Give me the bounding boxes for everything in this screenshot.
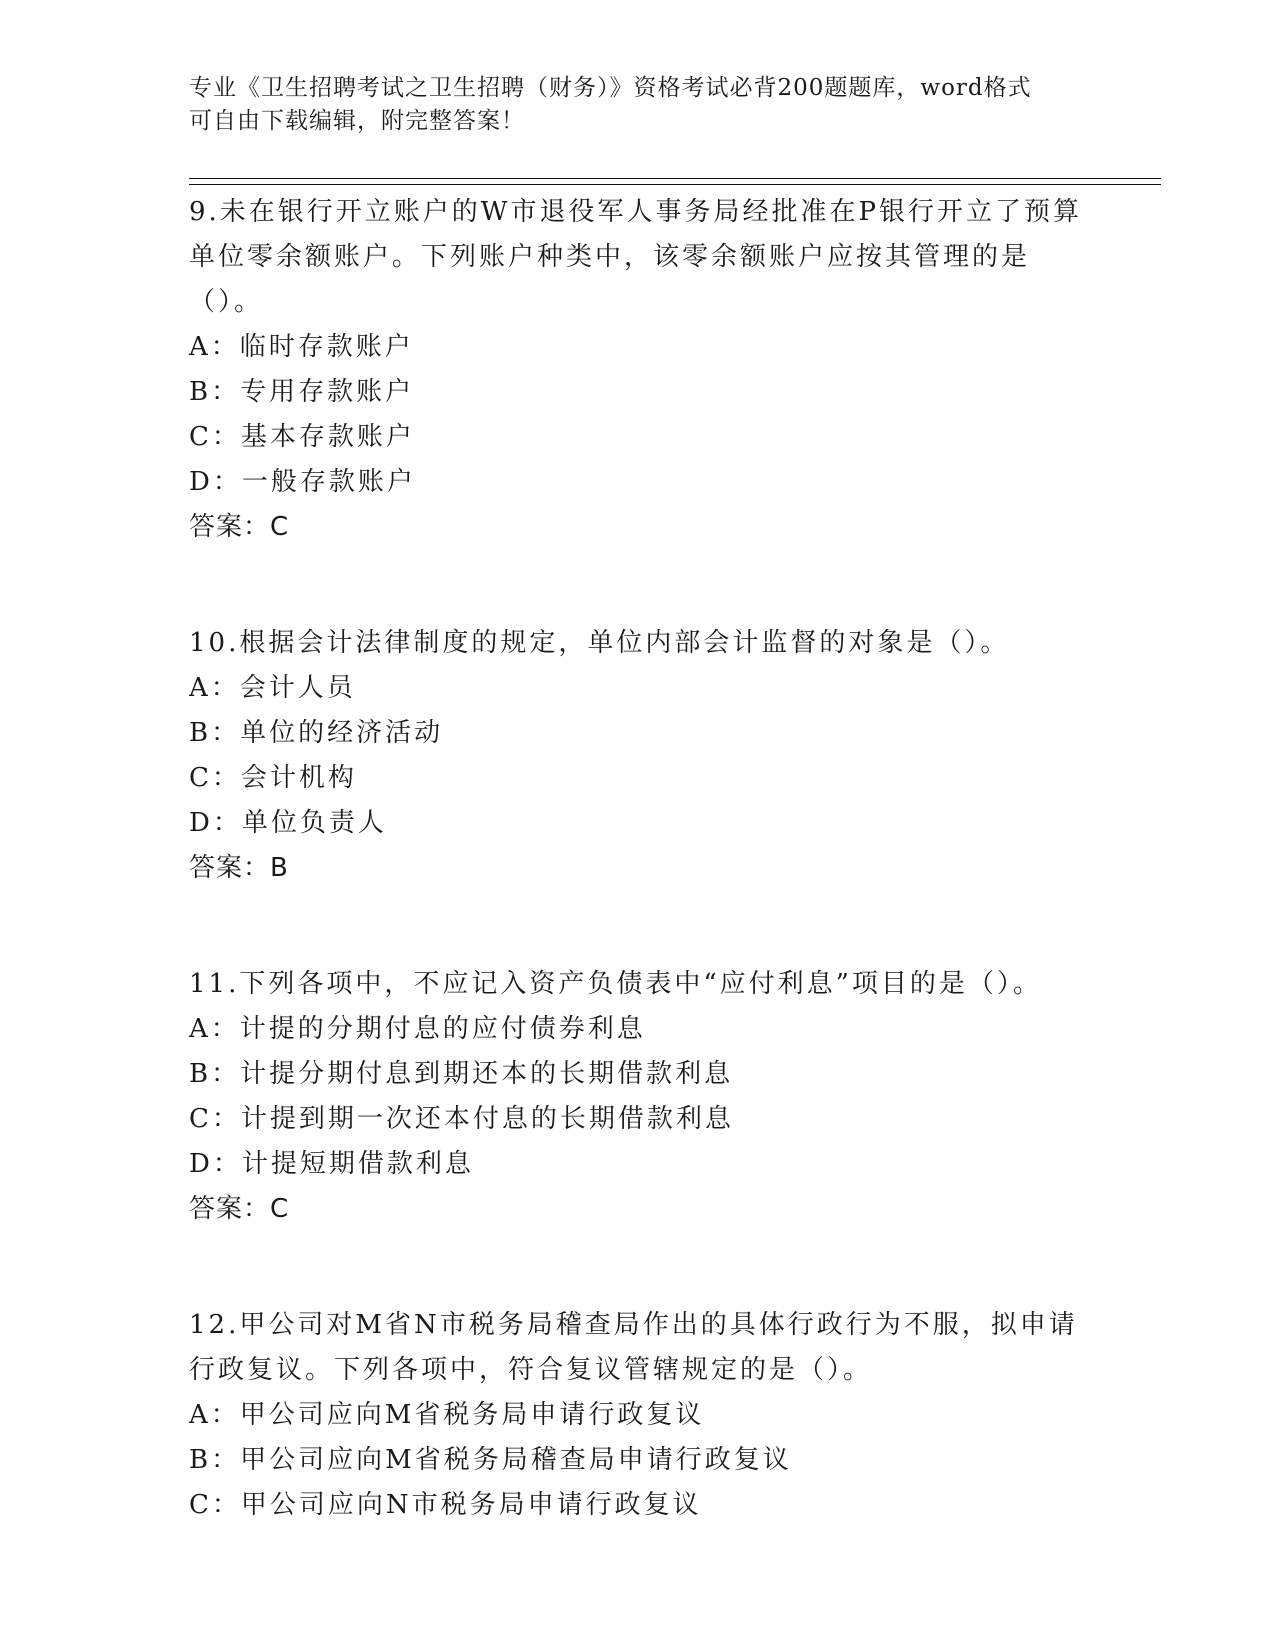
question-stem: 10.根据会计法律制度的规定，单位内部会计监督的对象是（）。: [189, 628, 1010, 658]
option-b: B：甲公司应向M省税务局稽查局申请行政复议: [189, 1445, 792, 1475]
document-header: [189, 72, 1089, 138]
option-b: B：专用存款账户: [189, 377, 415, 407]
question-stem: 9.未在银行开立账户的W市退役军人事务局经批准在P银行开立了预算单位零余额账户。下列账户种类中，该零余额账户应按其管理的是（）。: [189, 197, 1083, 317]
option-a: A：计提的分期付息的应付债券利息: [189, 1014, 646, 1044]
header-divider: [189, 178, 1161, 185]
question-12: [189, 1303, 1089, 1528]
option-c: C：基本存款账户: [189, 422, 415, 452]
option-a: A：会计人员: [189, 673, 356, 703]
answer: 答案：C: [189, 1194, 290, 1224]
option-d: D：一般存款账户: [189, 467, 416, 497]
answer: 答案：B: [189, 853, 289, 883]
question-9: [189, 190, 1089, 550]
option-b: B：单位的经济活动: [189, 718, 444, 748]
header-line-1: 专业《卫生招聘考试之卫生招聘（财务）》资格考试必背200题题库，word格式: [189, 75, 1032, 101]
question-11: [189, 962, 1089, 1232]
option-c: C：甲公司应向N市税务局申请行政复议: [189, 1490, 702, 1520]
option-b: B：计提分期付息到期还本的长期借款利息: [189, 1059, 734, 1089]
header-line-2: 可自由下载编辑，附完整答案！: [189, 108, 525, 134]
question-10: [189, 621, 1089, 891]
spacer: [189, 1232, 1089, 1303]
question-list: [189, 190, 1089, 1528]
answer: 答案：C: [189, 512, 290, 542]
option-d: D：单位负责人: [189, 808, 387, 838]
option-c: C：会计机构: [189, 763, 357, 793]
option-d: D：计提短期借款利息: [189, 1149, 474, 1179]
option-a: A：甲公司应向M省税务局申请行政复议: [189, 1400, 705, 1430]
spacer: [189, 891, 1089, 962]
spacer: [189, 550, 1089, 621]
option-a: A：临时存款账户: [189, 332, 414, 362]
question-stem: 11.下列各项中，不应记入资产负债表中“应付利息”项目的是（）。: [189, 969, 1042, 999]
question-stem: 12.甲公司对M省N市税务局稽查局作出的具体行政行为不服，拟申请行政复议。下列各项中，符合复议管辖规定的是（）。: [189, 1310, 1078, 1385]
option-c: C：计提到期一次还本付息的长期借款利息: [189, 1104, 734, 1134]
